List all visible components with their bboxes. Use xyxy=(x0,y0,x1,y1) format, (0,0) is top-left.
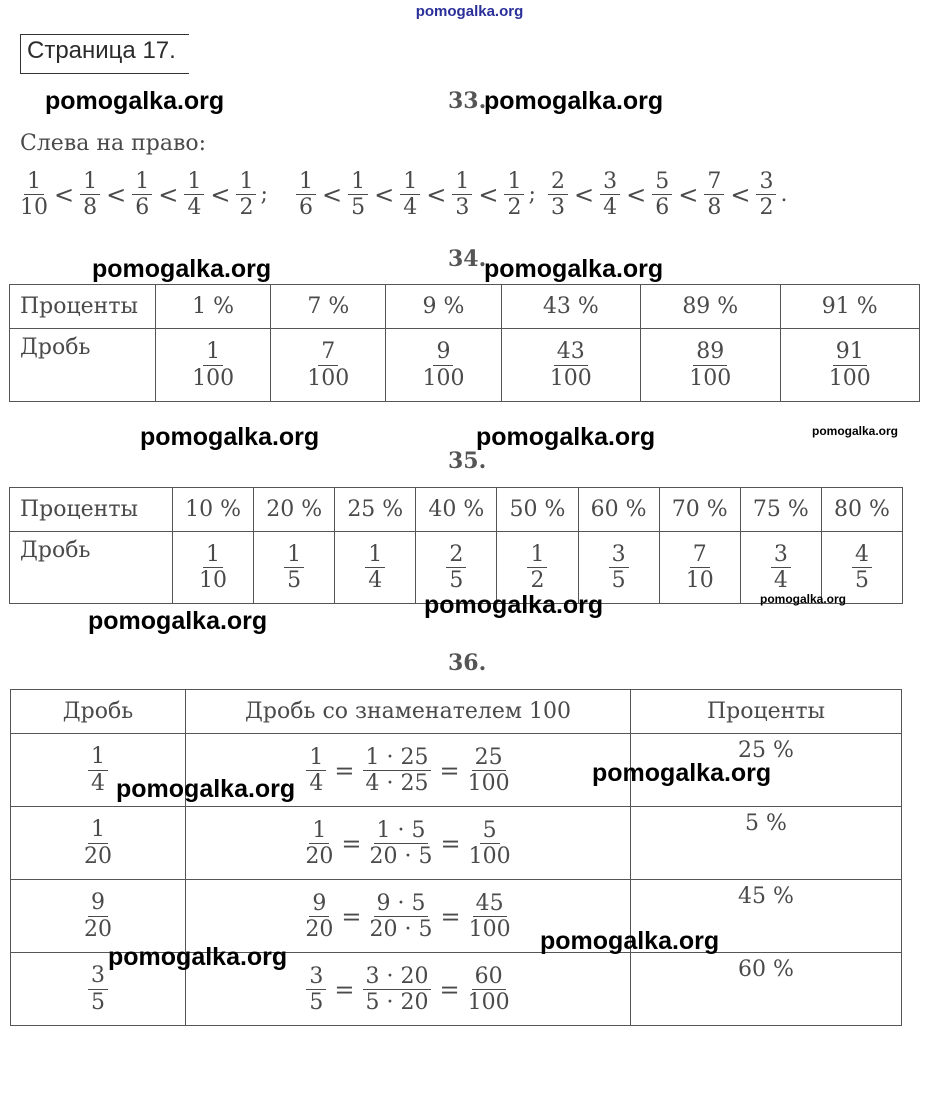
denominator: 100 xyxy=(689,365,732,391)
percent-cell: 89 % xyxy=(641,285,780,329)
watermark: pomogalka.org xyxy=(540,927,720,955)
denominator: 100 xyxy=(422,365,465,391)
fraction xyxy=(365,543,385,592)
numerator: 1 xyxy=(309,819,329,844)
fraction-cell xyxy=(501,329,640,402)
fraction xyxy=(550,340,592,389)
task-33-number: 33. xyxy=(448,88,487,114)
percent-cell: 80 % xyxy=(821,488,902,532)
operator: = xyxy=(334,756,355,785)
chain-terminator: ; xyxy=(528,182,536,208)
fraction xyxy=(452,170,472,219)
fraction-cell xyxy=(156,329,271,402)
denominator: 100 xyxy=(307,365,350,391)
percent-cell: 70 % xyxy=(659,488,740,532)
numerator: 9 xyxy=(309,892,329,917)
numerator: 1 xyxy=(452,170,472,195)
table-row xyxy=(11,807,902,880)
numerator: 3 · 20 xyxy=(363,965,432,990)
percent-cell: 91 % xyxy=(780,285,920,329)
header-fraction: Дробь xyxy=(11,690,186,734)
denominator: 5 xyxy=(854,568,869,593)
numerator: 1 xyxy=(365,543,385,568)
numerator: 5 xyxy=(480,819,500,844)
fraction-cell xyxy=(11,807,186,880)
conversion-equation xyxy=(303,819,512,868)
fraction xyxy=(756,170,776,219)
percent-cell: 10 % xyxy=(173,488,254,532)
fraction xyxy=(686,543,714,592)
denominator: 8 xyxy=(707,195,722,221)
numerator: 89 xyxy=(693,340,727,365)
task-35-number: 35. xyxy=(448,448,487,474)
numerator: 1 xyxy=(203,340,223,365)
operator: < xyxy=(574,180,595,209)
denominator: 5 xyxy=(611,568,626,593)
denominator: 5 xyxy=(309,990,324,1015)
watermark-small: pomogalka.org xyxy=(760,592,847,606)
operator: = xyxy=(334,975,355,1004)
fraction xyxy=(446,543,466,592)
percent-cell: 25 % xyxy=(335,488,416,532)
fraction xyxy=(88,964,108,1013)
fraction-cell xyxy=(335,532,416,604)
fraction-cell xyxy=(780,329,920,402)
denominator: 6 xyxy=(135,195,150,221)
task-33-intro: Слева на право: xyxy=(20,131,207,156)
percent-cell: 60 % xyxy=(578,488,659,532)
fraction xyxy=(652,170,672,219)
row-label-fraction: Дробь xyxy=(10,329,156,402)
chain-terminator: ; xyxy=(260,182,268,208)
denominator: 2 xyxy=(507,195,522,221)
percent-cell: 60 % xyxy=(631,953,902,1026)
denominator: 20 xyxy=(84,843,112,869)
numerator: 1 xyxy=(296,170,316,195)
numerator: 91 xyxy=(833,340,867,365)
percent-cell: 9 % xyxy=(386,285,501,329)
numerator: 45 xyxy=(473,892,507,917)
numerator: 1 · 25 xyxy=(363,746,432,771)
denominator: 100 xyxy=(468,917,511,942)
denominator: 4 xyxy=(187,195,202,221)
fraction xyxy=(469,819,511,868)
numerator: 1 xyxy=(400,170,420,195)
denominator: 20 xyxy=(305,844,334,869)
fraction xyxy=(305,819,333,868)
numerator: 5 xyxy=(652,170,672,195)
watermark: pomogalka.org xyxy=(484,87,664,115)
watermark: pomogalka.org xyxy=(45,87,225,115)
fraction xyxy=(80,170,100,219)
conversion-cell xyxy=(186,807,631,880)
fraction xyxy=(284,543,304,592)
operator: = xyxy=(440,829,461,858)
fraction xyxy=(400,170,420,219)
numerator: 7 xyxy=(704,170,724,195)
header-percents: Проценты xyxy=(631,690,902,734)
percent-cell: 50 % xyxy=(497,488,578,532)
denominator: 10 xyxy=(199,568,228,593)
numerator: 1 xyxy=(306,746,326,771)
denominator: 20 · 5 xyxy=(369,917,433,942)
fraction xyxy=(84,818,112,867)
numerator: 9 · 5 xyxy=(374,892,429,917)
numerator: 1 · 5 xyxy=(374,819,429,844)
percent-cell: 7 % xyxy=(271,285,386,329)
watermark: pomogalka.org xyxy=(592,759,772,787)
fraction xyxy=(852,543,872,592)
numerator: 2 xyxy=(548,170,568,195)
numerator: 1 xyxy=(527,543,547,568)
denominator: 2 xyxy=(530,568,545,593)
fraction xyxy=(422,340,464,389)
fraction xyxy=(370,819,433,868)
denominator: 4 xyxy=(309,771,324,796)
operator: = xyxy=(439,756,460,785)
watermark: pomogalka.org xyxy=(88,607,268,635)
fraction xyxy=(504,170,524,219)
operator: = xyxy=(440,902,461,931)
operator: < xyxy=(158,180,179,209)
watermark: pomogalka.org xyxy=(140,423,320,451)
percent-cell: 45 % xyxy=(631,880,902,953)
numerator: 2 xyxy=(446,543,466,568)
row-label-percents: Проценты xyxy=(10,285,156,329)
numerator: 3 xyxy=(88,964,108,989)
percent-cell: 43 % xyxy=(501,285,640,329)
percent-cell: 40 % xyxy=(416,488,497,532)
fraction xyxy=(370,892,433,941)
numerator: 4 xyxy=(852,543,872,568)
fraction xyxy=(468,965,510,1014)
operator: < xyxy=(678,180,699,209)
table-row xyxy=(11,880,902,953)
numerator: 3 xyxy=(756,170,776,195)
denominator: 4 xyxy=(91,770,105,796)
header-fraction-100: Дробь со знаменателем 100 xyxy=(186,690,631,734)
fraction xyxy=(199,543,227,592)
operator: < xyxy=(54,180,75,209)
watermark: pomogalka.org xyxy=(476,423,656,451)
conversion-equation xyxy=(303,892,512,941)
fraction xyxy=(771,543,791,592)
numerator: 9 xyxy=(433,340,453,365)
watermark: pomogalka.org xyxy=(108,943,288,971)
fraction xyxy=(306,746,326,795)
denominator: 20 xyxy=(84,916,112,942)
fraction xyxy=(469,892,511,941)
fraction xyxy=(305,892,333,941)
fraction xyxy=(307,340,349,389)
fraction xyxy=(363,965,432,1014)
percent-cell: 20 % xyxy=(254,488,335,532)
denominator: 3 xyxy=(551,195,565,221)
numerator: 1 xyxy=(348,170,368,195)
denominator: 4 xyxy=(773,568,788,593)
fraction-cell xyxy=(173,532,254,604)
denominator: 10 xyxy=(685,568,714,593)
numerator: 3 xyxy=(600,170,620,195)
denominator: 20 xyxy=(305,917,334,942)
fraction xyxy=(609,543,629,592)
watermark-small: pomogalka.org xyxy=(812,424,899,438)
fraction xyxy=(192,340,234,389)
denominator: 100 xyxy=(467,990,510,1015)
percent-cell: 1 % xyxy=(156,285,271,329)
fraction-cell xyxy=(271,329,386,402)
fraction xyxy=(306,965,326,1014)
fraction xyxy=(236,170,256,219)
fraction xyxy=(363,746,432,795)
denominator: 4 xyxy=(368,568,383,593)
fraction xyxy=(20,170,48,219)
denominator: 4 xyxy=(403,195,418,221)
conversion-equation xyxy=(304,746,511,795)
fraction xyxy=(829,340,871,389)
numerator: 1 xyxy=(24,170,44,195)
denominator: 5 xyxy=(449,568,464,593)
numerator: 7 xyxy=(318,340,338,365)
watermark: pomogalka.org xyxy=(484,255,664,283)
denominator: 100 xyxy=(468,844,511,869)
fraction xyxy=(527,543,547,592)
fraction-cell xyxy=(659,532,740,604)
percent-cell: 75 % xyxy=(740,488,821,532)
denominator: 2 xyxy=(239,195,254,221)
numerator: 1 xyxy=(284,543,304,568)
numerator: 3 xyxy=(306,965,326,990)
numerator: 1 xyxy=(184,170,204,195)
numerator: 1 xyxy=(80,170,100,195)
numerator: 7 xyxy=(690,543,710,568)
denominator: 100 xyxy=(467,771,510,796)
top-watermark: pomogalka.org xyxy=(415,3,524,20)
operator: < xyxy=(626,180,647,209)
inequality-chain-3 xyxy=(546,170,787,219)
denominator: 6 xyxy=(655,195,670,221)
denominator: 100 xyxy=(549,365,592,391)
operator: < xyxy=(210,180,231,209)
denominator: 20 · 5 xyxy=(369,844,433,869)
operator: < xyxy=(478,180,499,209)
numerator: 3 xyxy=(771,543,791,568)
denominator: 4 xyxy=(603,195,618,221)
fraction-cell xyxy=(386,329,501,402)
denominator: 4 · 25 xyxy=(365,771,429,796)
fraction xyxy=(548,170,568,219)
row-label-fraction: Дробь xyxy=(10,532,173,604)
denominator: 5 · 20 xyxy=(365,990,429,1015)
row-label-percents: Проценты xyxy=(10,488,173,532)
operator: < xyxy=(426,180,447,209)
percent-cell: 25 % xyxy=(631,734,902,807)
denominator: 100 xyxy=(828,365,871,391)
conversion-equation xyxy=(304,965,511,1014)
operator: < xyxy=(322,180,343,209)
numerator: 1 xyxy=(88,818,108,843)
fraction xyxy=(132,170,152,219)
task-36-table xyxy=(10,689,902,1026)
task-35-table xyxy=(9,487,903,604)
numerator: 1 xyxy=(203,543,223,568)
operator: = xyxy=(439,975,460,1004)
fraction-cell xyxy=(641,329,780,402)
inequality-chain-2 xyxy=(294,170,536,219)
fraction-cell xyxy=(254,532,335,604)
numerator: 9 xyxy=(88,891,108,916)
watermark: pomogalka.org xyxy=(92,255,272,283)
operator: < xyxy=(106,180,127,209)
watermark: pomogalka.org xyxy=(424,591,604,619)
numerator: 60 xyxy=(472,965,506,990)
fraction xyxy=(689,340,731,389)
operator: = xyxy=(341,829,362,858)
task-36-number: 36. xyxy=(448,650,487,676)
numerator: 1 xyxy=(236,170,256,195)
numerator: 25 xyxy=(472,746,506,771)
fraction xyxy=(184,170,204,219)
denominator: 5 xyxy=(351,195,366,221)
fraction xyxy=(296,170,316,219)
fraction xyxy=(468,746,510,795)
fraction xyxy=(348,170,368,219)
operator: < xyxy=(730,180,751,209)
fraction xyxy=(84,891,112,940)
denominator: 100 xyxy=(192,365,235,391)
fraction xyxy=(704,170,724,219)
operator: < xyxy=(374,180,395,209)
percent-cell: 5 % xyxy=(631,807,902,880)
denominator: 8 xyxy=(83,195,98,221)
fraction xyxy=(88,745,108,794)
numerator: 43 xyxy=(554,340,588,365)
task-34-number: 34. xyxy=(448,246,487,272)
numerator: 3 xyxy=(609,543,629,568)
watermark: pomogalka.org xyxy=(116,775,296,803)
numerator: 1 xyxy=(504,170,524,195)
denominator: 5 xyxy=(287,568,302,593)
fraction xyxy=(600,170,620,219)
denominator: 5 xyxy=(91,989,105,1015)
chain-terminator: . xyxy=(780,182,788,208)
denominator: 6 xyxy=(299,195,313,221)
inequality-chain-1 xyxy=(18,170,268,219)
page-title: Страница 17. xyxy=(27,37,176,64)
operator: = xyxy=(341,902,362,931)
numerator: 1 xyxy=(132,170,152,195)
fraction-cell xyxy=(11,880,186,953)
denominator: 2 xyxy=(759,195,774,221)
numerator: 1 xyxy=(88,745,108,770)
denominator: 10 xyxy=(20,195,48,221)
denominator: 3 xyxy=(455,195,470,221)
task-34-table xyxy=(9,284,920,402)
